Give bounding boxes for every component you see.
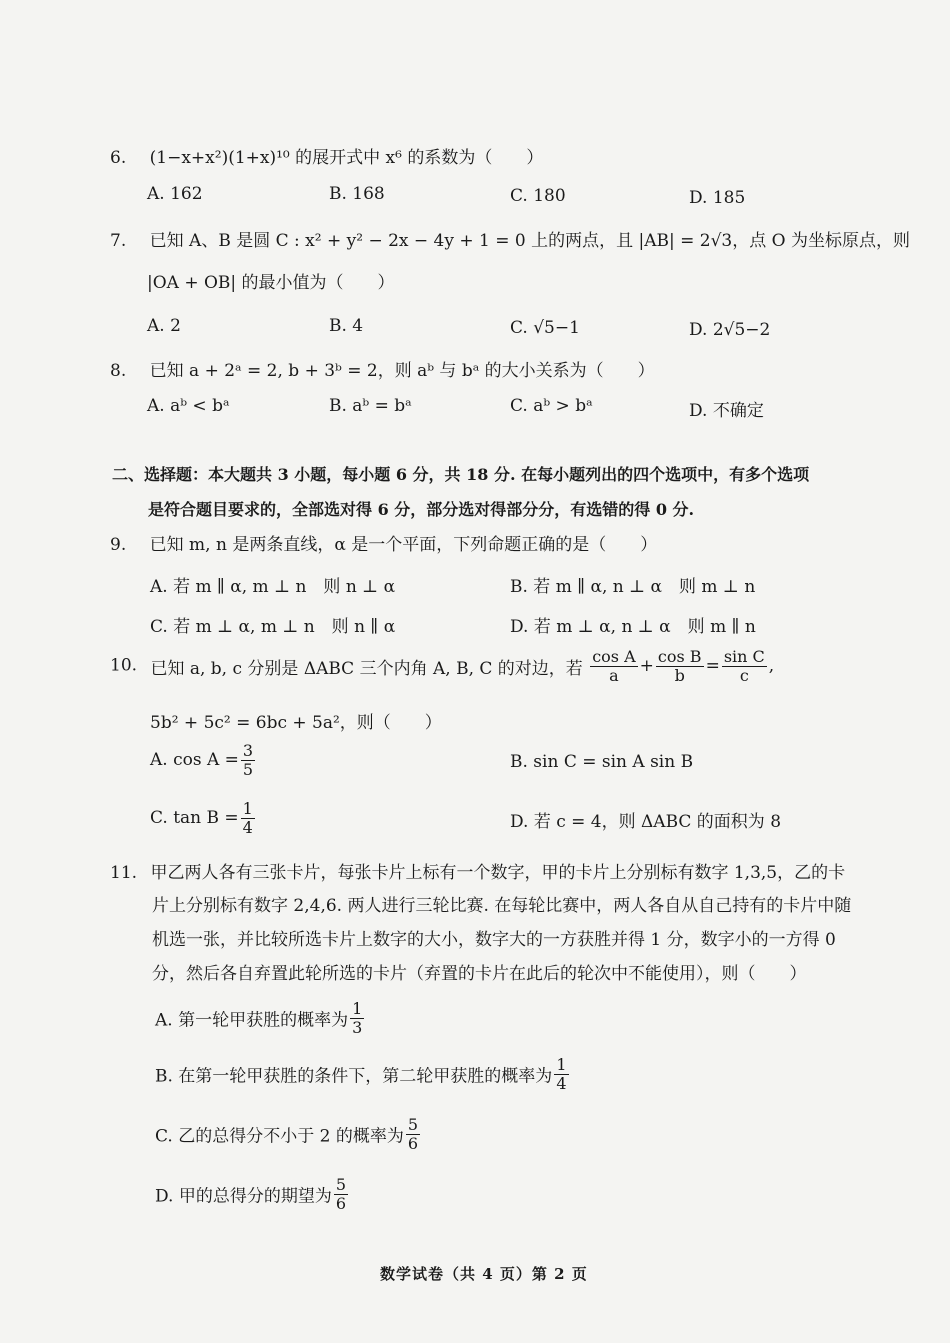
page-footer: 数学试卷（共 4 页）第 2 页 (380, 1265, 588, 1283)
question-stem: 已知 A、B 是圆 C : x² + y² − 2x − 4y + 1 = 0 上的两点，且 |AB| = 2√3，点 O 为坐标原点，则 (149, 231, 910, 251)
q6-option-d: D. 185 (689, 188, 746, 208)
numerator: 1 (242, 799, 253, 818)
fraction-cosB-over-b (656, 648, 704, 684)
denominator: 5 (242, 759, 254, 779)
question-stem: 已知 a, b, c 分别是 ΔABC 三个内角 A, B, C 的对边，若 (150, 658, 583, 679)
q8-option-b: B. aᵇ = bᵃ (329, 396, 412, 416)
q11-option-a (155, 1000, 366, 1036)
question-number: 8. (110, 361, 127, 381)
q10-stem-line2: 5b² + 5c² = 6bc + 5a²，则（ ） (150, 713, 442, 733)
q6-option-a: A. 162 (147, 184, 203, 204)
numerator: 1 (556, 1055, 567, 1074)
question-stem-line2: 片上分别标有数字 2,4,6. 两人进行三轮比赛. 在每轮比赛中，两人各自从自己持有的卡片中随 (152, 896, 852, 916)
q8-option-a: A. aᵇ < bᵃ (147, 396, 230, 416)
q6-option-b: B. 168 (329, 184, 385, 204)
q7-option-c: C. √5−1 (510, 318, 580, 338)
denominator: b (674, 665, 685, 685)
q7-option-b: B. 4 (329, 316, 364, 336)
numerator: 3 (242, 741, 254, 760)
q7-option-a: A. 2 (147, 316, 181, 336)
question-stem-line4: 分，然后各自弃置此轮所选的卡片（弃置的卡片在此后的轮次中不能使用），则（ ） (152, 964, 807, 984)
section-2-instructions-line2: 是符合题目要求的，全部选对得 6 分，部分选对得部分分，有选错的得 0 分. (148, 500, 695, 519)
numerator: 5 (407, 1115, 419, 1134)
q11-option-d (155, 1176, 350, 1212)
denominator: 6 (407, 1133, 419, 1153)
q7-option-d: D. 2√5−2 (689, 320, 771, 340)
question-8 (110, 356, 655, 381)
question-stem: (1−x+x²)(1+x)¹⁰ 的展开式中 x⁶ 的系数为（ ） (149, 148, 544, 168)
question-9 (110, 530, 657, 555)
option-label: A. 第一轮甲获胜的概率为 (155, 1010, 349, 1031)
denominator: c (739, 665, 749, 685)
q9-option-c: C. 若 m ⊥ α, m ⊥ n 则 n ∥ α (150, 617, 396, 637)
q8-option-c: C. aᵇ > bᵃ (510, 396, 593, 416)
fraction (241, 800, 255, 836)
q9-option-d: D. 若 m ⊥ α, n ⊥ α 则 m ∥ n (510, 617, 756, 637)
q11-option-c (155, 1116, 422, 1152)
question-6 (110, 143, 543, 168)
fraction (350, 1000, 364, 1036)
q7-stem-line2: |OA + OB| 的最小值为（ ） (147, 273, 395, 293)
q10-option-a (150, 742, 257, 778)
question-number: 10. (110, 655, 138, 676)
section-2-instructions-line1: 二、选择题：本大题共 3 小题，每小题 6 分，共 18 分. 在每小题列出的四个选项中，有多个选项 (112, 465, 810, 484)
fraction-sinC-over-c (722, 648, 767, 684)
option-label: C. tan B = (150, 808, 239, 829)
question-number: 6. (110, 148, 127, 168)
question-11 (110, 858, 845, 883)
numerator: sin C (723, 647, 765, 666)
fraction (554, 1056, 568, 1092)
numerator: cos A (592, 647, 636, 666)
fraction-cosA-over-a (590, 648, 637, 684)
question-stem-line1: 甲乙两人各有三张卡片，每张卡片上标有一个数字，甲的卡片上分别标有数字 1,3,5，乙的卡 (150, 863, 846, 883)
fraction (334, 1176, 348, 1212)
question-number: 11. (110, 863, 138, 883)
q8-option-d: D. 不确定 (689, 401, 764, 421)
numerator: 5 (335, 1175, 347, 1194)
option-label: B. 在第一轮甲获胜的条件下，第二轮甲获胜的概率为 (155, 1066, 553, 1087)
option-label: C. 乙的总得分不小于 2 的概率为 (155, 1126, 404, 1147)
question-stem-line3: 机选一张，并比较所选卡片上数字的大小，数字大的一方获胜并得 1 分，数字小的一方得 0 (152, 930, 836, 950)
denominator: a (609, 665, 619, 685)
fraction (406, 1116, 420, 1152)
q10-option-c (150, 800, 257, 836)
equals-sign: = (705, 656, 720, 677)
plus-sign: + (639, 656, 654, 677)
question-stem: 已知 a + 2ᵃ = 2, b + 3ᵇ = 2，则 aᵇ 与 bᵃ 的大小关系为（ ） (149, 361, 655, 381)
q9-option-a: A. 若 m ∥ α, m ⊥ n 则 n ⊥ α (150, 577, 396, 597)
q9-option-b: B. 若 m ∥ α, n ⊥ α 则 m ⊥ n (510, 577, 756, 597)
denominator: 4 (242, 817, 253, 837)
q10-option-b: B. sin C = sin A sin B (510, 752, 694, 772)
option-label: A. cos A = (150, 750, 239, 771)
numerator: cos B (657, 647, 702, 666)
denominator: 4 (556, 1073, 567, 1093)
fraction (241, 742, 255, 778)
question-number: 9. (110, 535, 127, 555)
question-number: 7. (110, 231, 127, 251)
q6-option-c: C. 180 (510, 186, 566, 206)
question-stem: 已知 m, n 是两条直线，α 是一个平面，下列命题正确的是（ ） (149, 535, 658, 555)
comma: , (768, 656, 775, 677)
denominator: 6 (335, 1193, 347, 1213)
q10-option-d: D. 若 c = 4，则 ΔABC 的面积为 8 (510, 812, 782, 832)
question-10 (110, 648, 774, 684)
q11-option-b (155, 1056, 571, 1092)
numerator: 1 (352, 999, 363, 1018)
question-7 (110, 226, 910, 251)
denominator: 3 (352, 1017, 363, 1037)
option-label: D. 甲的总得分的期望为 (155, 1186, 332, 1207)
